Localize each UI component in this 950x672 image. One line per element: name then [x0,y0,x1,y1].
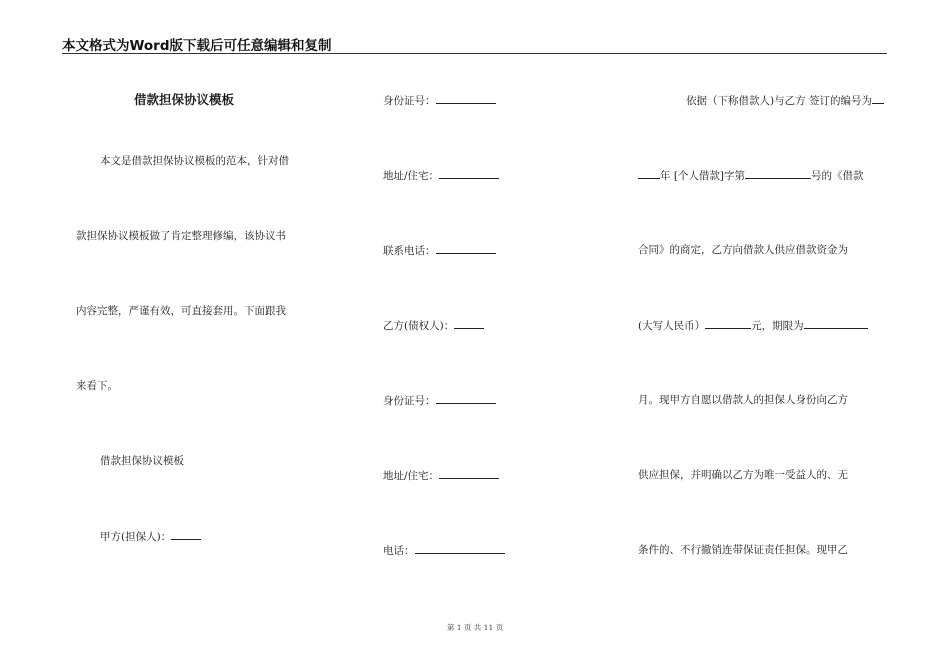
right-column [636,0,888,672]
year-blank [638,168,660,179]
paragraph-line: 内容完整，严谨有效，可直接套用。下面跟我 [76,305,286,317]
phone-label: 电话： [383,545,415,557]
loan-number-blank [745,168,811,179]
paragraph-line [638,318,868,333]
phone-label: 联系电话： [383,245,436,257]
phone-blank [415,543,505,554]
left-column [62,0,322,672]
party-a-blank [171,529,201,540]
address-label: 地址/住宅： [383,170,440,182]
id-number-label: 身份证号： [383,95,436,107]
header-title: 本文格式为Word版下载后可任意编辑和复制 [62,38,332,54]
amount-blank [705,318,751,329]
address-field [383,168,499,183]
id-number-field [383,93,496,108]
address-label: 地址/住宅： [383,470,440,482]
line-text: (大写人民币） [638,320,706,332]
party-b-blank [454,318,484,329]
party-a-field [100,529,201,544]
line-text: 年 [个人借款]字第 [660,170,746,182]
section-heading: 借款担保协议模板 [100,455,184,467]
document-title: 借款担保协议模板 [134,92,235,107]
paragraph-line: 供应担保，并明确以乙方为唯一受益人的、无 [638,469,848,481]
phone-blank [436,243,496,254]
id-number-blank [436,93,496,104]
id-number-field-b [383,393,496,408]
party-b-field [383,318,484,333]
party-b-label: 乙方(债权人)： [383,320,455,332]
id-number-label: 身份证号： [383,395,436,407]
paragraph-line: 来看下。 [76,380,118,392]
contract-number-blank [872,93,884,104]
page-number: 第 1 页 共 11 页 [446,623,504,632]
phone-field-b [383,543,505,558]
line-text: 号的《借款 [811,170,864,182]
paragraph-line [638,168,864,183]
address-blank [439,468,499,479]
paragraph-line [686,93,884,108]
phone-field [383,243,496,258]
middle-column [375,0,525,672]
address-blank [439,168,499,179]
line-text: 依据（下称借款人)与乙方 签订的编号为 [686,95,872,107]
paragraph-line: 条件的、不行撤销连带保证责任担保。现甲乙 [638,544,848,556]
paragraph-line: 合同》的商定，乙方向借款人供应借款资金为 [638,244,848,256]
address-field-b [383,468,499,483]
paragraph-line: 本文是借款担保协议模板的范本，针对借 [100,155,289,167]
term-blank [804,318,868,329]
party-a-label: 甲方(担保人)： [100,531,172,543]
id-number-blank [436,393,496,404]
line-text: 元，期限为 [751,320,804,332]
paragraph-line: 款担保协议模板做了肯定整理修编，该协议书 [76,230,286,242]
paragraph-line: 月。现甲方自愿以借款人的担保人身份向乙方 [638,394,848,406]
